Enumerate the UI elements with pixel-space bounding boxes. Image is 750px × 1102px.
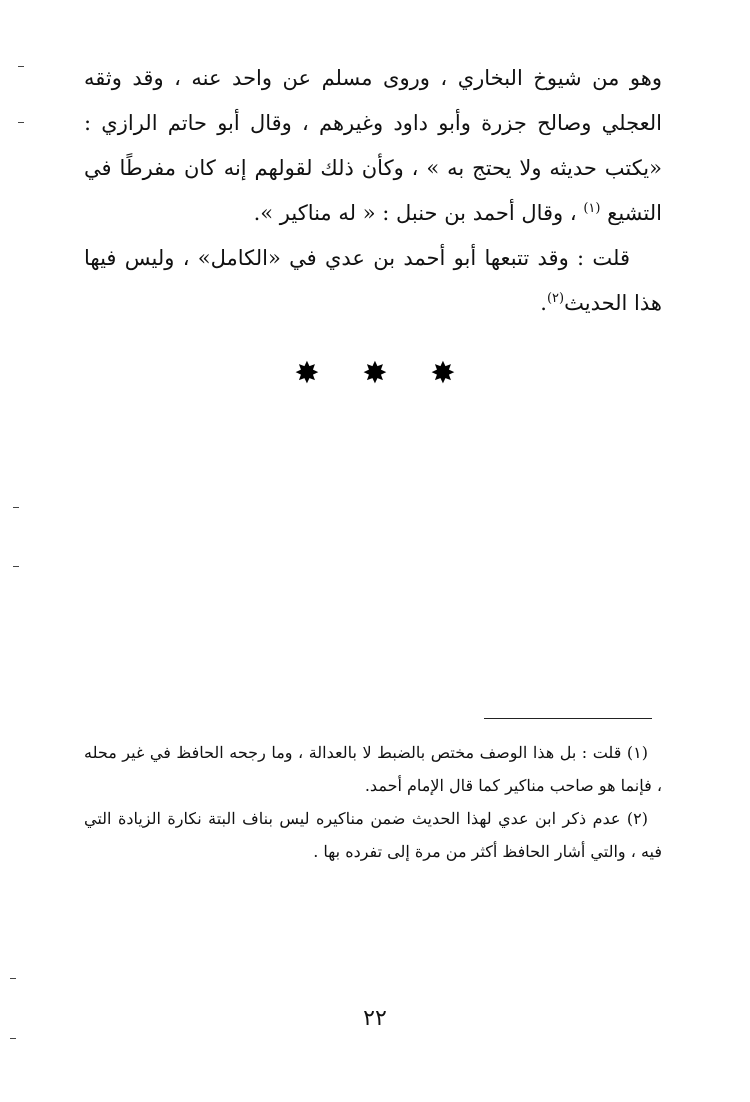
footnote-divider xyxy=(484,718,652,719)
section-separator xyxy=(290,356,460,390)
paragraph xyxy=(84,236,662,326)
footnote-reference[interactable]: (٢) xyxy=(546,291,565,306)
paragraph xyxy=(84,56,662,236)
footnote-1: (١) قلت : بل هذا الوصف مختص بالضبط لا بالعدالة ، وما رجحه الحافظ في غير محله ، فإنما هو صاحب مناكير كما قال الإمام أحمد. xyxy=(84,743,662,795)
footnotes xyxy=(84,736,662,868)
paragraph-text: . xyxy=(540,291,547,315)
margin-mark xyxy=(10,978,16,979)
margin-mark xyxy=(18,66,24,67)
main-text xyxy=(84,56,662,326)
page-number: ٢٢ xyxy=(363,1006,387,1031)
footnote-reference[interactable]: (١) xyxy=(583,201,601,216)
separator-star-icon: ✸ xyxy=(430,355,456,391)
margin-mark xyxy=(13,507,19,508)
paragraph-text: قلت : وقد تتبعها أبو أحمد بن عدي في «الكامل» ، وليس فيها هذا الحديث xyxy=(84,246,662,315)
footnote-2: (٢) عدم ذكر ابن عدي لهذا الحديث ضمن مناكيره ليس بناف البتة نكارة الزيادة التي فيه ، والتي أشار الحافظ أكثر من مرة إلى تفرده بها . xyxy=(84,809,662,861)
margin-mark xyxy=(13,566,19,567)
margin-mark xyxy=(10,1038,16,1039)
separator-star-icon: ✸ xyxy=(362,355,388,391)
paragraph-text: وهو من شيوخ البخاري ، وروى مسلم عن واحد عنه ، وقد وثقه العجلي وصالح جزرة وأبو داود وغيرهم ، وقال أبو حاتم الرازي : «يكتب حديثه ولا يحتج به » ، وكأن ذلك لقولهم إنه كان مفرطًا في التشيع xyxy=(84,66,662,225)
margin-mark xyxy=(18,122,24,123)
paragraph-text: ، وقال أحمد بن حنبل : « له مناكير ». xyxy=(253,201,577,225)
separator-star-icon: ✸ xyxy=(294,355,320,391)
